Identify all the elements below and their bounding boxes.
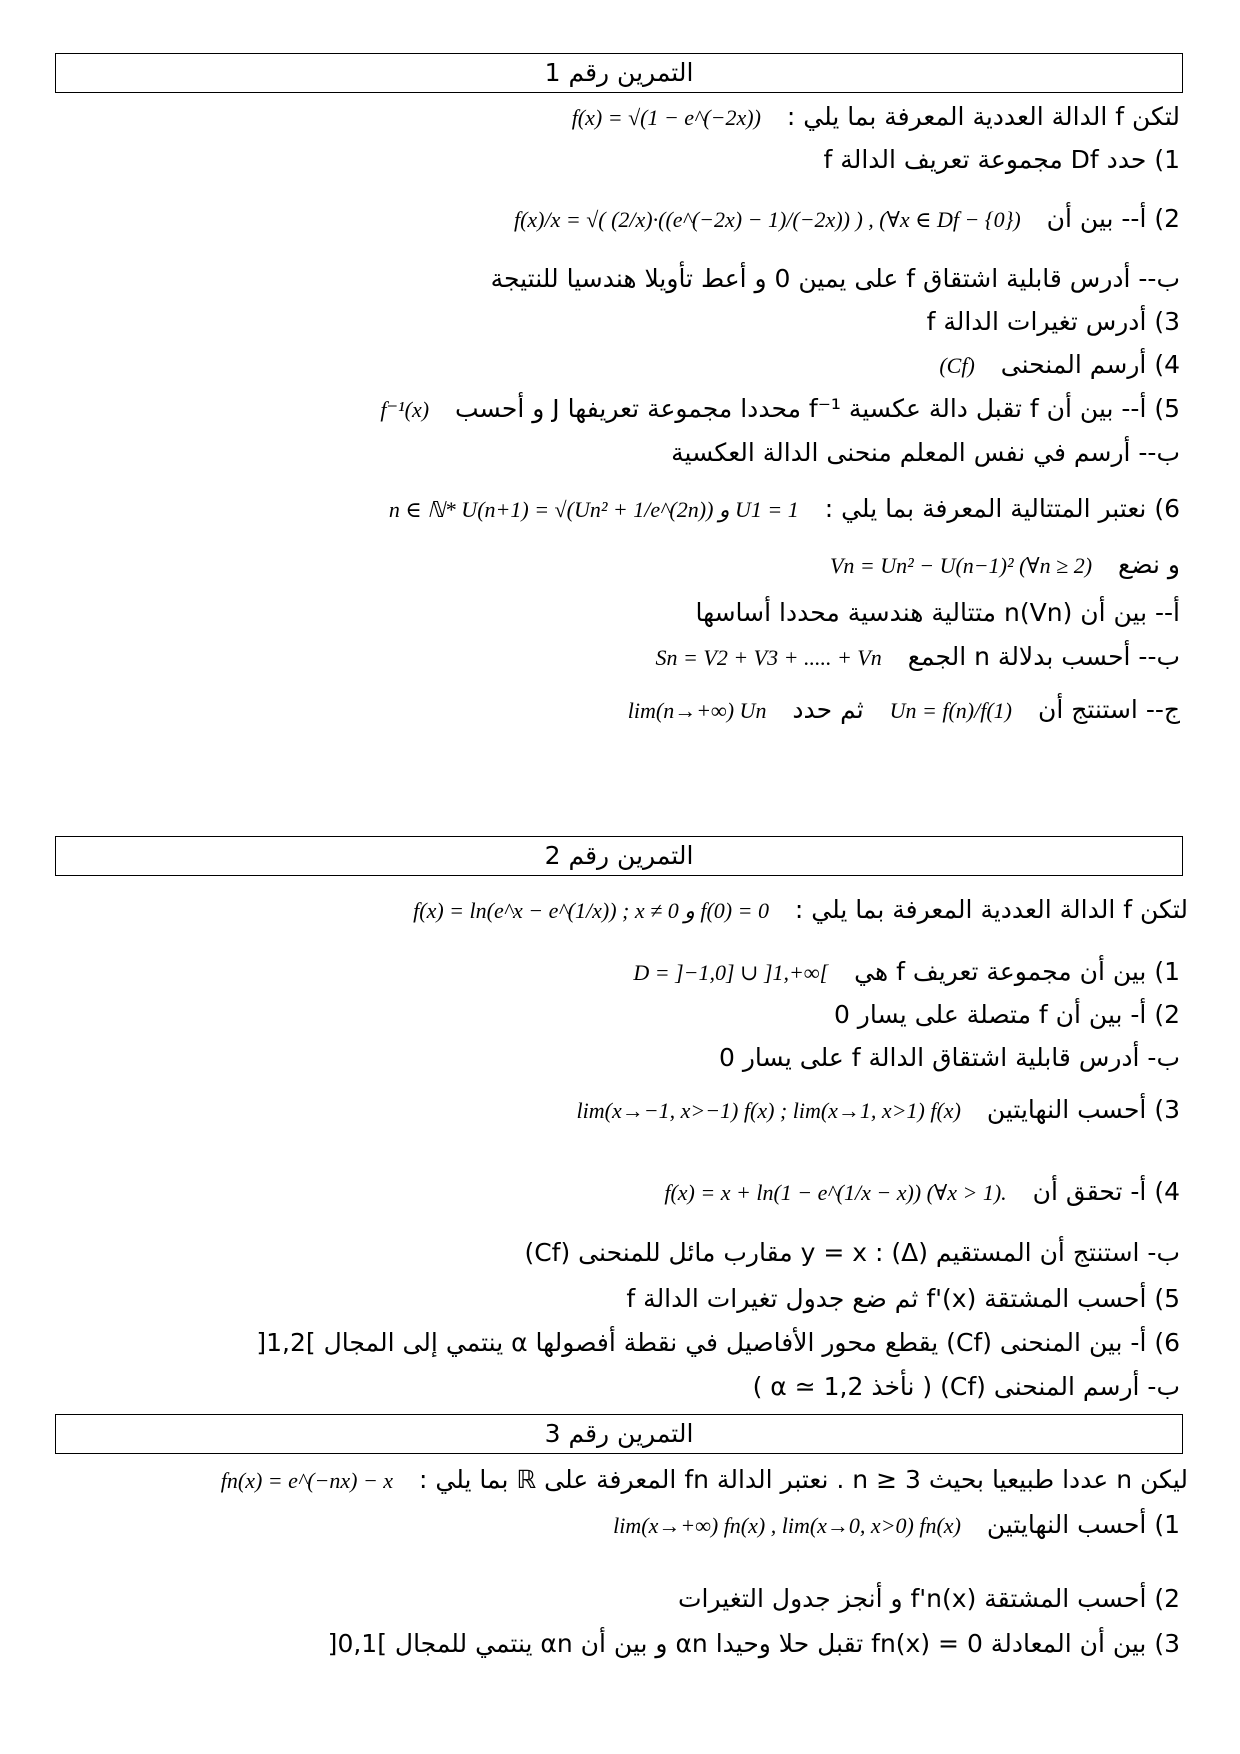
ex2-q1-formula: D = ]−1,0] ∪ ]1,+∞[	[633, 960, 829, 985]
ex3-q2: 2) أحسب المشتقة f'n(x) و أنجز جدول التغيرات	[678, 1584, 1180, 1613]
ex1-q5b: ب-- أرسم في نفس المعلم منحنى الدالة العكسية	[671, 438, 1180, 467]
ex2-q2a: 2) أ- بين أن f متصلة على يسار 0	[833, 1000, 1180, 1029]
ex2-q6a: 6) أ- بين المنحنى (Cf) يقطع محور الأفاصيل في نقطة أفصولها α ينتمي إلى المجال ]1,2[	[256, 1328, 1180, 1357]
ex3-intro-text: ليكن n عددا طبيعيا بحيث n ≥ 3 . نعتبر الدالة fn المعرفة على ℝ بما يلي :	[419, 1465, 1188, 1494]
ex1-q6-formula: n ∈ ℕ* U(n+1) = √(Un² + 1/e^(2n)) و U1 = 1	[388, 497, 799, 522]
ex2-intro	[413, 893, 1188, 928]
ex2-q2b: ب- أدرس قابلية اشتقاق الدالة f على يسار 0	[718, 1043, 1180, 1072]
ex1-q2a-formula: f(x)/x = √( (2/x)·((e^(−2x) − 1)/(−2x)) ) , (∀x ∈ Df − {0})	[513, 207, 1021, 232]
ex2-q3-text: 3) أحسب النهايتين	[986, 1095, 1180, 1124]
ex1-q5a-formula: f⁻¹(x)	[380, 397, 430, 422]
ex1-q6-text: 6) نعتبر المتتالية المعرفة بما يلي :	[824, 494, 1180, 523]
ex1-q4	[939, 348, 1180, 383]
ex2-intro-formula: f(x) = ln(e^x − e^(1/x)) ; x ≠ 0 و f(0) = 0	[413, 898, 769, 923]
ex2-q6b: ب- أرسم المنحنى (Cf) ( نأخذ α ≃ 1,2 )	[752, 1372, 1180, 1401]
ex2-intro-text: لتكن f الدالة العددية المعرفة بما يلي :	[794, 895, 1188, 924]
ex1-q3: 3) أدرس تغيرات الدالة f	[926, 307, 1180, 336]
ex1-q6-def	[830, 548, 1180, 583]
ex1-q6-def-formula: Vn = Un² − U(n−1)² (∀n ≥ 2)	[829, 553, 1093, 578]
ex1-q2a-text: 2) أ-- بين أن	[1046, 204, 1180, 233]
ex2-q4a-text: 4) أ- تحقق أن	[1032, 1177, 1180, 1206]
ex3-q3: 3) بين أن المعادلة fn(x) = 0 تقبل حلا وحيدا αn و بين أن αn ينتمي للمجال ]0,1[	[327, 1629, 1180, 1658]
ex1-q6a: أ-- بين أن (Vn)n متتالية هندسية محددا أساسها	[695, 598, 1180, 627]
ex1-q6	[389, 492, 1180, 527]
ex1-q5a-text: 5) أ-- بين أن f تقبل دالة عكسية f⁻¹ محددا مجموعة تعريفها J و أحسب	[455, 394, 1180, 423]
ex2-q1-text: 1) بين أن مجموعة تعريف f هي	[854, 957, 1180, 986]
ex1-q6-def-text: و نضع	[1118, 550, 1180, 579]
exercise-1-title: التمرين رقم 1	[55, 53, 1183, 93]
ex1-q6c-lim: lim(n→+∞) Un	[627, 698, 767, 723]
ex3-q1-formula: lim(x→+∞) fn(x) , lim(x→0, x>0) fn(x)	[613, 1513, 961, 1538]
ex2-q3-formula: lim(x→−1, x>−1) f(x) ; lim(x→1, x>1) f(x)	[576, 1098, 961, 1123]
ex1-intro-formula: f(x) = √(1 − e^(−2x))	[571, 105, 761, 130]
ex1-q4-text: 4) أرسم المنحنى	[1000, 350, 1180, 379]
ex2-q4a	[664, 1175, 1180, 1210]
ex1-q5a	[380, 392, 1180, 427]
ex1-q2a	[514, 202, 1180, 237]
ex1-q6c-end: ثم حدد	[792, 695, 864, 724]
ex1-q6c-text: ج-- استنتج أن	[1037, 695, 1180, 724]
ex1-q6b	[656, 640, 1180, 675]
ex1-q4-formula: (Cf)	[939, 353, 975, 378]
ex1-intro-text: لتكن f الدالة العددية المعرفة بما يلي :	[786, 102, 1180, 131]
ex3-q1-text: 1) أحسب النهايتين	[986, 1510, 1180, 1539]
ex2-q4a-formula: f(x) = x + ln(1 − e^(1/x − x)) (∀x > 1).	[664, 1180, 1007, 1205]
ex1-intro	[572, 100, 1180, 135]
exercise-2-title: التمرين رقم 2	[55, 836, 1183, 876]
ex3-intro	[221, 1463, 1188, 1498]
ex1-q2b: ب-- أدرس قابلية اشتقاق f على يمين 0 و أعط تأويلا هندسيا للنتيجة	[490, 264, 1180, 293]
ex1-q6b-formula: Sn = V2 + V3 + ..... + Vn	[655, 645, 882, 670]
ex2-q4b: ب- استنتج أن المستقيم (Δ) : y = x مقارب مائل للمنحنى (Cf)	[524, 1238, 1180, 1267]
ex1-q6b-text: ب-- أحسب بدلالة n الجمع	[907, 642, 1180, 671]
ex2-q5: 5) أحسب المشتقة f'(x) ثم ضع جدول تغيرات الدالة f	[626, 1284, 1180, 1313]
ex2-q3	[577, 1093, 1180, 1128]
ex1-q6c-formula: Un = f(n)/f(1)	[889, 698, 1012, 723]
exercise-3-title: التمرين رقم 3	[55, 1414, 1183, 1454]
ex3-intro-formula: fn(x) = e^(−nx) − x	[220, 1468, 394, 1493]
ex1-q1: 1) حدد Df مجموعة تعريف الدالة f	[823, 145, 1180, 174]
ex1-q6c	[628, 693, 1180, 728]
ex3-q1	[613, 1508, 1180, 1543]
ex2-q1	[633, 955, 1180, 990]
